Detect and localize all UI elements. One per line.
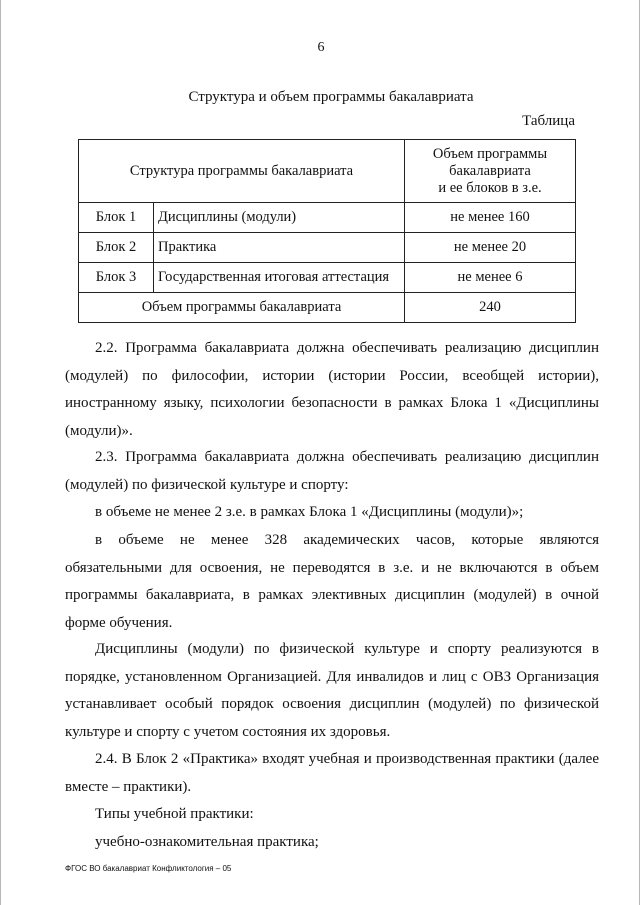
block-volume: не менее 6 (405, 263, 576, 293)
block-id: Блок 2 (79, 233, 154, 263)
paragraph-pe-disciplines: Дисциплины (модули) по физической культуре и спорту реализуются в порядке, установленном Организацией. Для инвалидов и лиц с ОВЗ Организация устанавливает особый порядок освоения дисциплин (модулей) по физической культуре и спорту с учетом состояния их здоровья. (65, 641, 599, 740)
paragraph-2-2: 2.2. Программа бакалавриата должна обеспечивать реализацию дисциплин (модулей) по философии, истории (истории России, всеобщей истории), иностранному языку, психологии безопасности в рамках Блока 1 «Дисциплины (модули)». (65, 340, 599, 439)
block-name: Дисциплины (модули) (154, 203, 405, 233)
table-row (79, 233, 576, 263)
table-header-structure: Структура программы бакалавриата (79, 140, 405, 203)
table-row (79, 263, 576, 293)
block-name: Практика (154, 233, 405, 263)
block-id: Блок 3 (79, 263, 154, 293)
total-label: Объем программы бакалавриата (79, 293, 405, 323)
table-header-row (79, 140, 576, 203)
page-number: 6 (317, 40, 325, 55)
table-header-volume (405, 140, 576, 203)
header-volume-line: Объем программы (432, 145, 548, 162)
block-name: Государственная итоговая аттестация (154, 263, 405, 293)
header-volume-line: и ее блоков в з.е. (438, 179, 542, 196)
table-row (79, 203, 576, 233)
block-id: Блок 1 (79, 203, 154, 233)
table-label: Таблица (522, 113, 575, 129)
footer-text: ФГОС ВО бакалавриат Конфликтология – 05 (65, 864, 232, 873)
structure-table (78, 139, 576, 323)
paragraph-volume-ze: в объеме не менее 2 з.е. в рамках Блока 1 «Дисциплины (модули)»; (95, 504, 524, 520)
header-volume-line: бакалавриата (449, 162, 531, 179)
paragraph-2-3: 2.3. Программа бакалавриата должна обеспечивать реализацию дисциплин (модулей) по физической культуре и спорту: (65, 449, 599, 493)
paragraph-practice-item: учебно-ознакомительная практика; (95, 834, 319, 850)
paragraph-2-4: 2.4. В Блок 2 «Практика» входят учебная и производственная практики (далее вместе – практики). (65, 751, 599, 795)
table-total-row (79, 293, 576, 323)
paragraph-practice-types: Типы учебной практики: (95, 806, 254, 822)
total-value: 240 (405, 293, 576, 323)
block-volume: не менее 160 (405, 203, 576, 233)
block-volume: не менее 20 (405, 233, 576, 263)
paragraph-volume-hours: в объеме не менее 328 академических часов, которые являются обязательными для освоения, не переводятся в з.е. и не включаются в объем программы бакалавриата, в рамках элективных дисциплин (модулей) в очной форме обучения. (65, 532, 599, 631)
section-title: Структура и объем программы бакалавриата (188, 89, 474, 105)
